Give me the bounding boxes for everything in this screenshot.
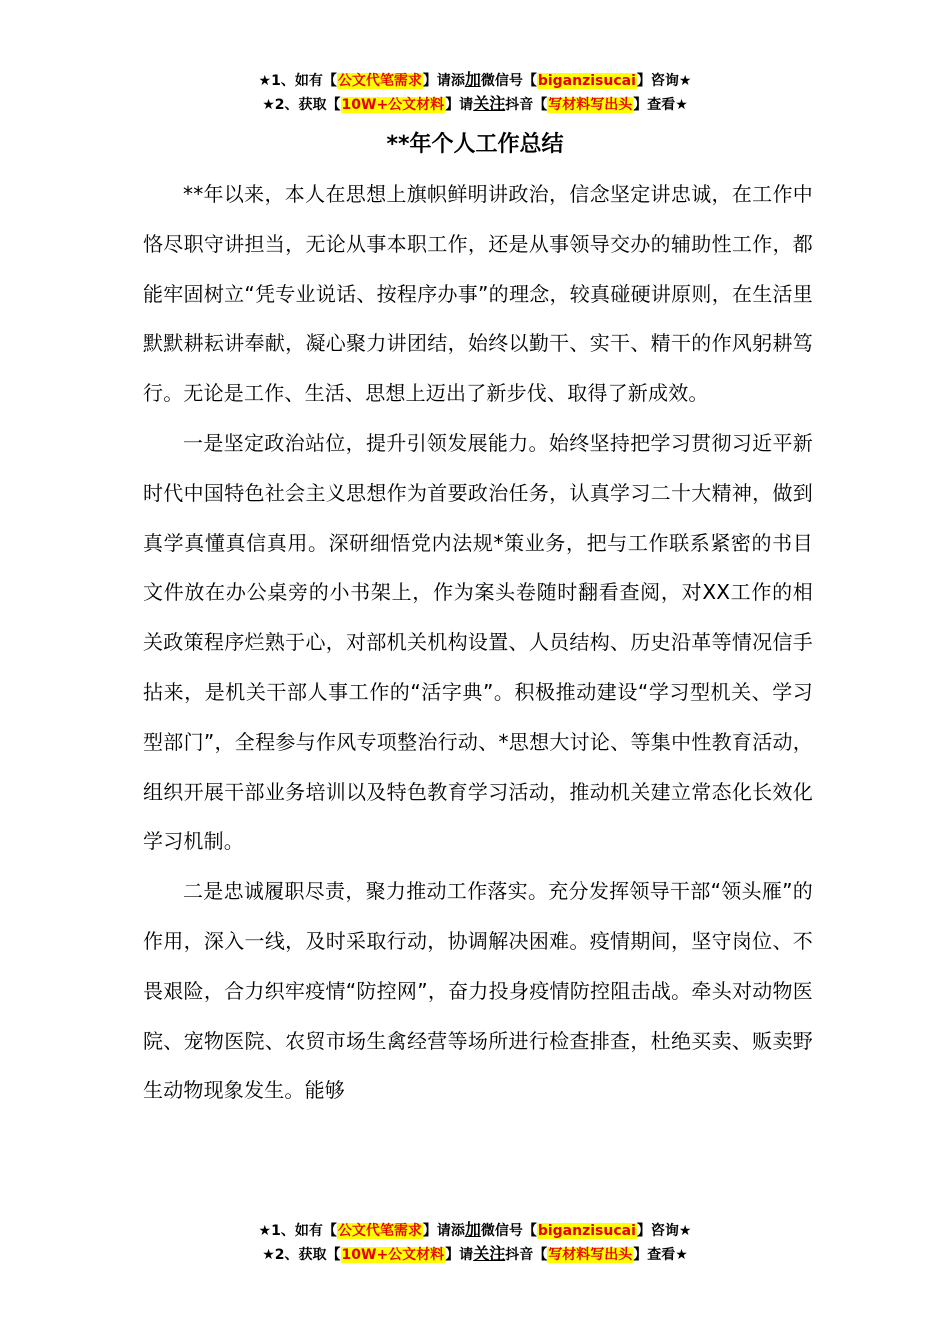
ad-text: ★1、如有【: [258, 73, 337, 89]
ad-text: 】咨询★: [636, 73, 692, 89]
paragraph-political-stance: 一是坚定政治站位，提升引领发展能力。始终坚持把学习贯彻习近平新时代中国特色社会主义思想作为首要政治任务，认真学习二十大精神，做到真学真懂真信真用。深研细悟党内法规*策业务，把与工作联系紧密的书目文件放在办公桌旁的小书架上，作为案头卷随时翻看查阅，对XX工作的相关政策程序烂熟于心，对部机关机构设置、人员结构、历史沿革等情况信手拈来，是机关干部人事工作的“活字典”。积极推动建设“学习型机关、学习型部门”，全程参与作风专项整治行动、*思想大讨论、等集中性教育活动，组织开展干部业务培训以及特色教育学习活动，推动机关建立常态化长效化学习机制。: [143, 430, 813, 854]
footer-ad: [0, 1218, 950, 1266]
ad-emphasis: 关注: [473, 1244, 506, 1263]
document-body: [143, 170, 813, 1116]
ad-text: 】查看★: [633, 97, 688, 113]
ad-highlight: biganzisucai: [537, 73, 636, 89]
ad-highlight: 10W+公文材料: [341, 97, 445, 113]
document-title: **年个人工作总结: [386, 132, 564, 157]
ad-text: 】请添: [422, 1223, 465, 1239]
ad-text: 】查看★: [633, 1247, 688, 1263]
ad-highlight: 写材料写出头: [548, 97, 633, 113]
header-ad-line-1: [0, 68, 950, 92]
ad-text: 】请: [445, 1247, 474, 1263]
ad-highlight: biganzisucai: [537, 1223, 636, 1239]
ad-text: 微信号【: [480, 73, 537, 89]
ad-highlight: 公文代笔需求: [337, 1223, 422, 1239]
ad-highlight: 10W+公文材料: [341, 1247, 445, 1263]
ad-text: 】请添: [422, 73, 465, 89]
ad-text: 微信号【: [480, 1223, 537, 1239]
paragraph-duty-fulfillment: 二是忠诚履职尽责，聚力推动工作落实。充分发挥领导干部“领头雁”的作用，深入一线，及时采取行动，协调解决困难。疫情期间，坚守岗位、不畏艰险，合力织牢疫情“防控网”，奋力投身疫情防控阻击战。牵头对动物医院、宠物医院、农贸市场生禽经营等场所进行检查排查，杜绝买卖、贩卖野生动物现象发生。能够: [143, 879, 813, 1103]
ad-emphasis: 关注: [473, 94, 506, 113]
ad-text: 抖音【: [505, 1247, 548, 1263]
ad-text: ★1、如有【: [258, 1223, 337, 1239]
ad-emphasis: 加: [464, 1220, 481, 1239]
ad-highlight: 公文代笔需求: [337, 73, 422, 89]
ad-text: ★2、获取【: [262, 97, 341, 113]
header-ad: [0, 68, 950, 116]
ad-text: 抖音【: [505, 97, 548, 113]
paragraph-intro: **年以来，本人在思想上旗帜鲜明讲政治，信念坚定讲忠诚，在工作中恪尽职守讲担当，无论从事本职工作，还是从事领导交办的辅助性工作，都能牢固树立“凭专业说话、按程序办事”的理念，较真碰硬讲原则，在生活里默默耕耘讲奉献，凝心聚力讲团结，始终以勤干、实干、精干的作风躬耕笃行。无论是工作、生活、思想上迈出了新步伐、取得了新成效。: [143, 182, 813, 406]
ad-text: 】请: [445, 97, 474, 113]
ad-text: ★2、获取【: [262, 1247, 341, 1263]
footer-ad-line-2: [0, 1242, 950, 1266]
ad-highlight: 写材料写出头: [548, 1247, 633, 1263]
ad-emphasis: 加: [464, 70, 481, 89]
header-ad-line-2: [0, 92, 950, 116]
ad-text: 】咨询★: [636, 1223, 692, 1239]
footer-ad-line-1: [0, 1218, 950, 1242]
